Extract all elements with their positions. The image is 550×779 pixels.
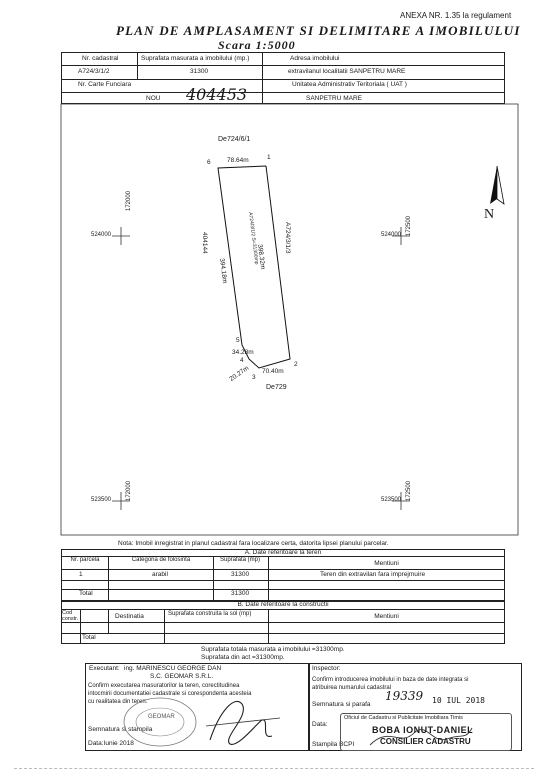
- annex-label: ANEXA NR. 1.35 la regulament: [400, 11, 512, 20]
- row-mentiuni: Teren din extravilan fara imprejmuire: [320, 571, 426, 578]
- executant-company: S.C. GEOMAR S.R.L.: [150, 673, 214, 680]
- parcel-boundary: [218, 166, 290, 368]
- executant-text-3: cu realitatea din teren.: [88, 699, 148, 705]
- len-34-label: 20.27m: [228, 364, 251, 383]
- grid-tl-v-label: 172000: [126, 190, 132, 211]
- bcpi-stamp-role: CONSILIER CADASTRU: [380, 737, 471, 746]
- plan-frame: [61, 104, 518, 535]
- road-top-label: De724/6/1: [218, 136, 251, 143]
- inspector-hand-number: 19339: [385, 689, 424, 703]
- nr-cadastral-label: Nr. cadastral: [82, 55, 119, 62]
- uat-value: SANPETRU MARE: [306, 95, 362, 102]
- bcpi-stamp-name: BOBA IONUT-DANIEL: [372, 725, 474, 735]
- total-value-a: 31300: [231, 590, 250, 597]
- grid-bl-v-label: 172000: [126, 480, 132, 501]
- len-45-label: 34.28m: [232, 349, 254, 356]
- executant-stamp-signature: [110, 690, 300, 752]
- carte-funciara-value: NOU: [146, 95, 161, 102]
- col-categorie: Categoria de folosinta: [131, 557, 191, 563]
- north-label: N: [484, 207, 495, 222]
- inspector-text-1: Confirm introducerea imobilului in baza de date integrata si: [312, 677, 469, 683]
- grid-tr-label: 524000: [381, 232, 402, 238]
- col-mentiuni: Mentiuni: [374, 560, 399, 567]
- executant-name: ing. MARINESCU GEORGE DAN: [124, 665, 222, 672]
- executant-text-1: Confirm executarea masuratorilor la teren, corectitudinea: [88, 683, 240, 689]
- inspector-text-2: atribuirea numarului cadastral: [312, 685, 392, 691]
- nr-cadastral-value: A724/3/1/2: [78, 68, 110, 75]
- grid-bl-label: 523500: [91, 497, 112, 503]
- col-cod: Cod constr.: [62, 610, 79, 622]
- carte-funciara-handwritten: 404453: [186, 85, 248, 104]
- col-suprafata: Suprafata (mp): [219, 557, 261, 563]
- executant-date: Data:Iunie 2018: [88, 740, 134, 747]
- scale-label: Scara 1:5000: [218, 38, 296, 52]
- col-parcela: Nr. parcela: [70, 557, 100, 563]
- point-5: 5: [236, 337, 240, 344]
- total-act: Suprafata din act =31300mp.: [201, 654, 285, 661]
- len-bottom-label: 70.40m: [262, 368, 284, 375]
- bcpi-stamp-office: Oficiul de Cadastru si Publicitate Imobiliara Timis: [344, 715, 463, 721]
- grid-tl-label: 524000: [91, 232, 112, 238]
- len-left-label: 394.18m: [218, 257, 229, 284]
- right-neighbor-label: A724/3/1/3: [284, 222, 291, 254]
- row-suprafata: 31300: [231, 571, 250, 578]
- adresa-label: Adresa imobilului: [290, 55, 340, 62]
- grid-br-v-label: 172500: [406, 480, 412, 501]
- executant-stamp-text: GEOMAR: [148, 714, 175, 720]
- uat-label: Unitatea Administrativ Teritoriala ( UAT ): [292, 81, 407, 88]
- row-parcela: 1: [79, 571, 83, 578]
- point-1: 1: [267, 154, 271, 161]
- total-measured: Suprafata totala masurata a imobilului =31300mp.: [201, 646, 345, 653]
- adresa-value: extravilanul localitatii SANPETRU MARE: [288, 68, 406, 75]
- col-suprafata-b: Suprafata construita la sol (mp): [168, 611, 252, 617]
- total-label-a: Total: [79, 590, 93, 597]
- point-3: 3: [252, 374, 256, 381]
- section-a-title: A. Date referitoare la teren: [244, 549, 322, 556]
- carte-funciara-label: Nr. Carte Funciara: [78, 81, 132, 88]
- grid-tr-v-label: 172500: [406, 215, 412, 236]
- suprafata-value: 31300: [190, 68, 209, 75]
- scan-edge: [14, 768, 534, 769]
- executant-text-2: intocmirii documentatiei cadastrale si corespondenta acesteia: [88, 691, 252, 697]
- left-neighbor-label: 404144: [201, 232, 208, 254]
- len-top-label: 78.64m: [227, 157, 249, 164]
- grid-br-label: 523500: [381, 497, 402, 503]
- suprafata-label: Suprafata masurata a imobilului (mp.): [141, 55, 250, 62]
- north-arrow-icon: [490, 166, 504, 204]
- section-b-title: B. Date referitoare la constructii: [237, 601, 329, 608]
- inspector-sign-label: Semnatura si parafa: [312, 701, 371, 708]
- point-4: 4: [240, 357, 244, 364]
- parcel-inner-label: A724/3/1/2 S=31300mp: [247, 211, 260, 265]
- len-right-label: 398.32m: [256, 243, 267, 270]
- executant-label: Executant:: [89, 665, 120, 672]
- col-mentiuni-b: Mentiuni: [374, 613, 399, 620]
- inspector-date-label: Data:: [312, 721, 328, 728]
- inspector-label: Inspector:: [312, 665, 341, 672]
- total-label-b: Total: [82, 634, 96, 641]
- row-categorie: arabil: [152, 571, 168, 578]
- point-2: 2: [294, 361, 298, 368]
- executant-sign-label: Semnatura si stampila: [88, 726, 153, 733]
- inspector-signature: [360, 720, 480, 752]
- road-bottom-label: De729: [266, 384, 287, 391]
- note-text: Nota: Imobil inregistrat in planul cadastral fara localizare certa, datorita lipsei planului parcelar.: [118, 540, 389, 547]
- col-destinatia: Destinatia: [115, 613, 144, 620]
- page-title: PLAN DE AMPLASAMENT SI DELIMITARE A IMOBILULUI: [116, 23, 521, 38]
- inspector-stamp-label: Stampila BCPI: [312, 741, 355, 748]
- inspector-hand-date: 10 IUL 2018: [432, 696, 485, 705]
- point-6: 6: [207, 159, 211, 166]
